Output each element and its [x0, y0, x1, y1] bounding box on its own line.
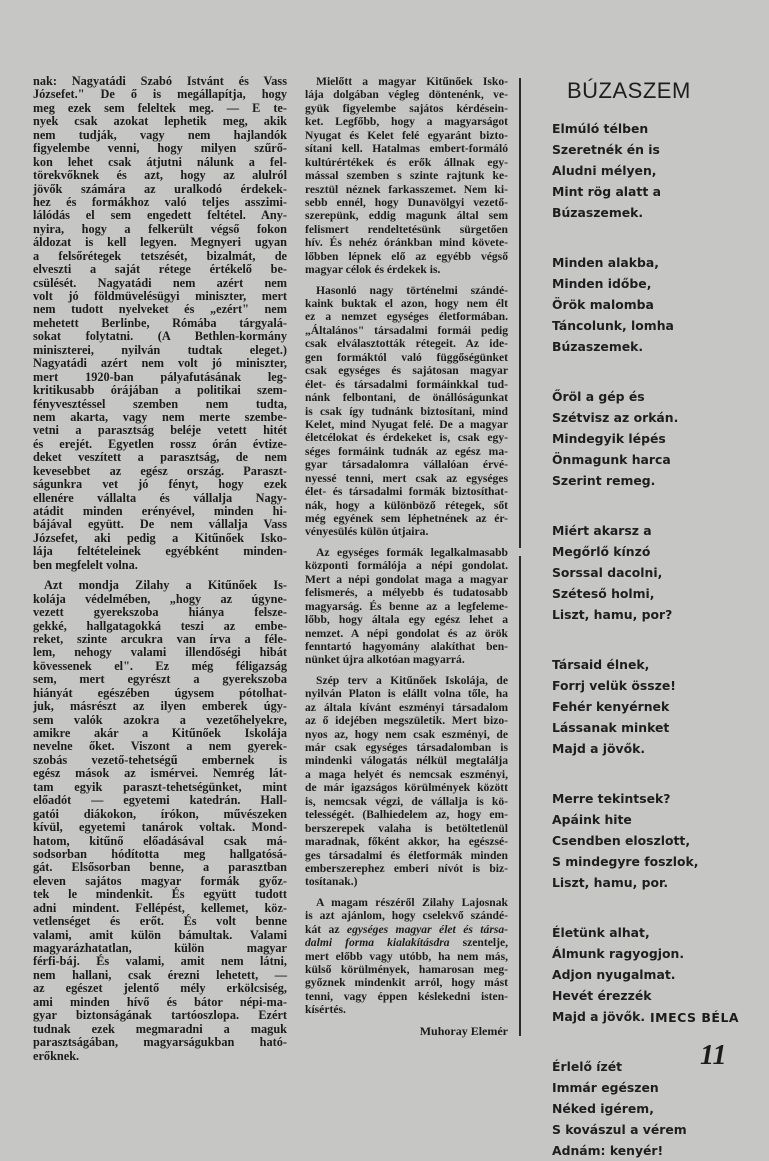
poem-line: Majd a jövők.: [552, 741, 646, 756]
text-line: felismert rendeltetésünk sürgetően: [305, 222, 508, 236]
poem-line: Merre tekintsek?: [552, 791, 671, 806]
text-line: kívül, egyetemi tanárok voltak. Mond-: [33, 820, 287, 835]
text-line: győznek mindenkit arról, hogy mást: [305, 976, 508, 990]
poem-line: Elmúló télben: [552, 121, 649, 136]
column-divider: [519, 78, 521, 548]
text-line: Azt mondja Zilahy a Kitűnőek Is-: [44, 578, 287, 593]
text-line: is azt ajánlom, hogy cselekvő szándé-: [305, 909, 508, 923]
poem-line: Szeretnék én is: [552, 142, 660, 157]
poem-line: Immár egészen: [552, 1080, 659, 1095]
poem-stanza: [552, 252, 757, 357]
text-line: vezett gyerekszoba hiánya felsze-: [33, 605, 287, 620]
text-line: hív. És nehéz óránkban mind követe-: [305, 236, 508, 250]
poem-stanza: [552, 118, 757, 223]
text-line: ellenére vállalta és vállalja Nagy-: [33, 490, 287, 505]
text-line: szerepünk, eddig magunk által sem: [305, 209, 508, 223]
paragraph: [33, 75, 287, 572]
text-line: gatói diákokon, írókon, művészeken: [33, 806, 287, 821]
text-line: eleven sajátos magyar formák győz-: [33, 873, 287, 888]
text-line: nak: Nagyatádi Szabó Istvánt és Vass: [33, 74, 287, 88]
text-line: nevelne őket. Viszont a nem gyerek-: [33, 739, 287, 754]
text-segment: kát az: [305, 922, 347, 936]
text-line: nem tudják, vagy nem hajlandók: [33, 127, 287, 142]
poem-line: Adjon nyugalmat.: [552, 967, 676, 982]
poem-line: Minden alakba,: [552, 255, 659, 270]
poem-line: Életünk alhat,: [552, 925, 650, 940]
text-line: fenntartó hagyomány alakíthat ben-: [305, 639, 508, 653]
text-line: de már igazságos körülmények között: [305, 781, 508, 795]
text-line: telességét. (Balhiedelem az, hogy em-: [305, 808, 508, 822]
text-line: gyar társadalomra vállalóan érvé-: [305, 458, 508, 472]
text-line: egész mások az ismérvei. Nemrég lát-: [33, 766, 287, 781]
text-line: Józsefet." De ő is megállapítja, hogy: [33, 87, 287, 102]
text-line: életcélokat és érdekeket is, csak egy-: [305, 431, 508, 445]
text-line: mással szemben s szinte rajtunk ke-: [305, 169, 508, 183]
text-line: fényvesztéssel szemben nem tudta,: [33, 396, 287, 411]
text-line: férfi-báj. És valami, amit nem látni,: [33, 954, 287, 969]
text-line: még egyének sem léphetnének az ér-: [305, 512, 508, 525]
text-line: nyessé tenni, mert csak az egységes: [305, 471, 508, 485]
text-line: előadót — egyetemi katedrán. Hall-: [33, 793, 287, 808]
paragraph: [33, 579, 287, 1063]
text-line: sodsorban hódította meg hallgatósá-: [33, 846, 287, 861]
text-line: kísértés.: [305, 1003, 346, 1017]
text-line: „Általános" társadalmi formái pedig: [305, 323, 508, 337]
text-line: miniszterei, nyilván tudtak eleget.): [33, 342, 287, 357]
text-line: bájával együtt. De nem vállalja Vass: [33, 517, 287, 532]
text-line: kevesebbet az egész ország. Paraszt-: [33, 463, 287, 478]
poem-line: Sorssal dacolni,: [552, 565, 663, 580]
text-line: nyek csak azokat lephetik meg, akik: [33, 114, 287, 129]
text-line: Nagyatádi azért nem volt jó miniszter,: [33, 356, 287, 371]
poem-line: Apáink hite: [552, 812, 632, 827]
text-line: kritikusabb órájában a politikai szem-: [33, 383, 287, 398]
text-line: gen formáktól való függőségünket: [305, 350, 508, 364]
text-line: ságunkra vet jó fényt, hogy ezek: [33, 477, 287, 492]
text-line: Szép terv a Kitűnőek Iskolája, de: [316, 673, 508, 687]
text-line: hatom, kitűnő előadásával csak má-: [33, 833, 287, 848]
text-line: figyelembe venni, hogy milyen szűrő-: [33, 141, 287, 156]
text-line: nánk felbontani, de önállóságunkat: [305, 391, 508, 405]
text-line: tosítanak.): [305, 875, 358, 889]
text-line: Mielőtt a magyar Kitűnőek Isko-: [316, 75, 508, 88]
paragraph: [305, 75, 508, 277]
text-line: Mert a népi gondolat maga a magyar: [305, 572, 508, 586]
text-line: nem hallani, csak érezni lehetett, —: [33, 967, 287, 982]
text-line: vetlenséget és erőt. És volt benne: [33, 914, 287, 929]
text-line: erőknek.: [33, 1048, 80, 1063]
poem-stanza: [552, 788, 757, 893]
article-column-2: [305, 75, 508, 1039]
poem-line: Szerint remeg.: [552, 473, 656, 488]
text-line: mindenki válogatás nélkül megtalálja: [305, 754, 508, 768]
column-divider: [519, 556, 521, 1036]
poem-line: Búzaszemek.: [552, 205, 644, 220]
text-line: kövessenek el". Ez még féligazság: [33, 658, 287, 673]
text-line: lőbb, hogy általa egy egész lehet a: [305, 613, 508, 627]
text-line: nyos az, hogy nem csak eszményi, de: [305, 727, 508, 741]
text-line: valami, amit külön bámultak. Valami: [33, 927, 287, 942]
text-line: Józsefet, aki pedig a Kitűnőek Isko-: [33, 530, 287, 545]
poem: [552, 78, 757, 1161]
text-line: nem tudott nyelveket és „ezért" nem: [33, 302, 287, 317]
text-line: tudnak ezek megmaradni a maguk: [33, 1021, 287, 1036]
text-line: jövők számára az uralkodó érdekek-: [33, 181, 287, 196]
poem-line: Aludni mélyen,: [552, 163, 657, 178]
text-line: sítani kell. Hatalmas embert-formáló: [305, 142, 508, 156]
text-line: reket, szinte arcukra van írva a féle-: [33, 631, 287, 646]
text-line: lálódás el sem engedett feltétel. Any-: [33, 208, 287, 223]
text-line: ket. Legfőbb, hogy a magyarságot: [305, 115, 508, 129]
text-line: csülését. Nagyatádi nem azért nem: [33, 275, 287, 290]
text-line: mehetett Berlinbe, Rómába tárgyalá-: [33, 315, 287, 330]
text-line: maradnak, főként akkor, ha egészsé-: [305, 835, 508, 849]
poem-stanza: [552, 520, 757, 625]
text-line: és erejét. Egyetlen rossz órán évtize-: [33, 436, 287, 451]
text-line: lem, nehogy valami illendőségi hibát: [33, 645, 287, 660]
text-line: a felsőrétegek tetszését, bizalmát, de: [33, 248, 287, 263]
text-line: áldozat is kell legyen. Megnyeri ugyan: [33, 235, 287, 250]
text-line: amikre akár a Kitűnőek Iskolája: [33, 726, 287, 740]
text-line: is csak így tudnánk biztosítani, mind: [305, 404, 508, 418]
text-line: tek le mindenkit. És együtt tudott: [33, 887, 287, 902]
text-line: vényesülés külön útjaira.: [305, 525, 429, 539]
text-line: ges társadalmi és életformák minden: [305, 848, 508, 862]
text-line: lőbben lépnek elő az egyébb végső: [305, 249, 508, 263]
text-line: parasztságában, magyarságukban ható-: [33, 1035, 287, 1050]
text-line: gyar biztonságának tartóoszlopa. Ezért: [33, 1008, 287, 1023]
text-line: emberszerephez emberi nívót is biz-: [305, 861, 508, 875]
text-line: nák, hogy a különböző rétegek, sőt: [305, 498, 508, 512]
text-line: csak egységes és sajátosan magyar: [305, 364, 508, 378]
author-signature: Muhoray Elemér: [419, 1023, 508, 1038]
poem-line: Liszt, hamu, por.: [552, 875, 669, 890]
text-line: kultúrértékek és erők állnak egy-: [305, 155, 508, 169]
text-line: tenni, vagy éppen késlekedni isten-: [305, 989, 508, 1003]
poem-line: Minden időbe,: [552, 276, 652, 291]
text-line: gát. Elsősorban benne, a parasztban: [33, 860, 287, 875]
poem-line: Búzaszemek.: [552, 339, 644, 354]
text-line: csak elválasztották rétegeit. Az ide-: [305, 337, 508, 351]
text-line: szobás vezető-tehetségű embernek is: [33, 752, 287, 767]
article-column-1: [33, 75, 287, 1070]
poem-line: Szétvisz az orkán.: [552, 410, 679, 425]
poem-title: BÚZASZEM: [567, 78, 691, 103]
poem-line: Széteső holmi,: [552, 586, 655, 601]
text-line: is, nemcsak végzi, de vállalja is kö-: [305, 794, 508, 808]
paragraph: [305, 546, 508, 667]
poem-line: Hevét érezzék: [552, 988, 652, 1003]
text-line: resztül néznek farkasszemet. Nem ki-: [305, 182, 508, 196]
text-line: ami minden hívő és bátor népi-ma-: [33, 994, 287, 1009]
text-line: sem, mert egyrészt a gyerekszoba: [33, 672, 287, 687]
text-line: magyarázhatatlan, külön magyar: [33, 941, 287, 955]
text-line: elveszti a saját rétege értékelő be-: [33, 262, 287, 277]
poem-line: Néked igérem,: [552, 1101, 654, 1116]
text-line: lája feltételeinek egyébként minden-: [33, 544, 287, 559]
text-line: a maga helyét és nemcsak eszményi,: [305, 767, 508, 781]
text-line: magyar célok és érdekek is.: [305, 263, 441, 277]
italic-emphasis: dalmi forma kialakításdra: [305, 936, 450, 950]
text-line: az ő idejében megszületik. Mert bizo-: [305, 714, 508, 728]
poem-line: Megőrlő kínzó: [552, 544, 651, 559]
poem-line: S kovászul a vérem: [552, 1122, 687, 1137]
text-line: az általa kívánt eszményi társadalom: [305, 700, 508, 714]
text-line: élet- és társadalmi formáinkkal tud-: [305, 377, 508, 391]
text-line: az egészet jelentő mély erkölcsiség,: [33, 981, 287, 996]
text-line: magyarság. És benne az a legfeleme-: [305, 599, 508, 613]
poem-line: Csendben eloszlott,: [552, 833, 691, 848]
text-line: volt jó földmüvelésügyi miniszter, mert: [33, 289, 287, 303]
poem-line: Önmagunk harca: [552, 452, 671, 467]
text-line: nünket újra alkotóan magyarrá.: [305, 653, 465, 667]
poem-line: Liszt, hamu, por?: [552, 607, 673, 622]
text-line: nem akarta, vagy nem merte szembe-: [33, 409, 287, 424]
text-line: kon lehet csak átjutni nálunk a fel-: [33, 154, 287, 169]
poem-stanza: [552, 386, 757, 491]
poem-line: Őröl a gép és: [552, 389, 645, 404]
poem-line: Érlelő ízét: [552, 1059, 623, 1074]
poem-line: Miért akarsz a: [552, 523, 652, 538]
text-line: Hasonló nagy történelmi szándé-: [316, 283, 508, 297]
text-line: lája dolgában végleg döntenénk, ve-: [305, 88, 508, 102]
poem-line: Mint rög alatt a: [552, 184, 661, 199]
text-line: atádit minden erényével, minden hi-: [33, 504, 287, 518]
poem-line: S mindegyre foszlok,: [552, 854, 699, 869]
poem-stanza: [552, 654, 757, 759]
text-line: tam egyik paraszt-tehetségünket, mint: [33, 779, 287, 794]
italic-emphasis: egységes magyar élet és társa-: [346, 922, 508, 936]
poem-line: Majd a jövők.: [552, 1009, 646, 1024]
text-line: kaink buktak el azon, hogy nem élt: [305, 297, 508, 310]
poem-author: IMECS BÉLA: [650, 1010, 740, 1025]
text-line: deket veszített a parasztság, de nem: [33, 450, 287, 465]
poem-stanza: [552, 1056, 757, 1161]
text-line: nemzet. A népi gondolat és az örök: [305, 626, 508, 640]
text-line: élet- és társadalmi formák biztosíthat-: [305, 485, 508, 499]
text-line: sokat folytatni. (A Bethlen-kormány: [33, 329, 287, 344]
text-line: kolája védelmében, „hogy az úgyne-: [33, 591, 287, 606]
text-line: mert előbb vagy utóbb, ha nem más,: [305, 949, 508, 963]
text-line: gyük figyelembe sajátos kérdésein-: [305, 101, 508, 115]
text-line: központi formálója a népi gondolat.: [305, 559, 508, 573]
text-line: Nyugat és Kelet felé egyaránt bizto-: [305, 128, 508, 142]
text-line: ben megfelelt volna.: [33, 557, 138, 572]
text-line: juk, másrészt az ilyen emberek úgy-: [33, 699, 287, 714]
poem-line: Fehér kenyérnek: [552, 699, 670, 714]
text-line: hez és formákhoz való teljes asszimi-: [33, 194, 287, 209]
text-line: mert 1920-ban pályafutásának leg-: [33, 369, 287, 384]
paragraph: [305, 674, 508, 889]
poem-line: Mindegyik lépés: [552, 431, 666, 446]
poem-line: Lássanak minket: [552, 720, 670, 735]
poem-line: Álmunk ragyogjon.: [552, 946, 685, 961]
text-line: meg ezek sem feleltek meg. — E te-: [33, 100, 287, 115]
poem-line: Forrj velük össze!: [552, 678, 676, 693]
text-line: berszerepek valaha is betöltetlenül: [305, 821, 508, 835]
page-number: 11: [700, 1040, 727, 1071]
text-line: felismerés, a mélyebb és tudatosabb: [305, 586, 508, 600]
text-line: ez a nemzet egységes életformában.: [305, 310, 508, 324]
text-line: már csak egységes társadalomban is: [305, 741, 508, 754]
paragraph: [305, 284, 508, 539]
text-line: nyilván Platon is elállt volna tőle, ha: [305, 687, 508, 701]
text-line: Kelet, mind Nyugat felé. De a magyar: [305, 417, 508, 431]
poem-line: Adnám: kenyér!: [552, 1143, 664, 1158]
poem-line: Örök malomba: [552, 297, 654, 312]
text-line: sem valók azokra a vezetőhelyekre,: [33, 712, 287, 727]
text-line: séges formáink tudnák az egész ma-: [305, 444, 508, 458]
poem-line: Társaid élnek,: [552, 657, 650, 672]
text-line: törekvőknek és azt, hogy az alulról: [33, 168, 287, 183]
text-line: Az egységes formák legalkalmasabb: [316, 545, 508, 559]
poem-line: Táncolunk, lomha: [552, 318, 674, 333]
text-segment: szentelje,: [449, 936, 508, 950]
text-line: külső körülmények, hamarosan meg-: [305, 963, 508, 976]
text-line: hiányát egészében úgysem pótolhat-: [33, 685, 287, 700]
text-line: [305, 923, 508, 936]
text-line: gekké, hallgatagokká teszi az embe-: [33, 618, 287, 633]
text-line: [305, 936, 508, 949]
text-line: A magam részéről Zilahy Lajosnak: [316, 895, 508, 909]
text-line: nyira, hogy a felkerült végső fokon: [33, 221, 287, 236]
text-line: sebb ennél, hogy Dunavölgyi vezető-: [305, 195, 508, 209]
text-line: vetni a parasztság beléje vetett hitét: [33, 423, 287, 438]
text-line: adni mindent. Fellépést, kellemet, köz-: [33, 900, 287, 915]
paragraph: [305, 896, 508, 1017]
